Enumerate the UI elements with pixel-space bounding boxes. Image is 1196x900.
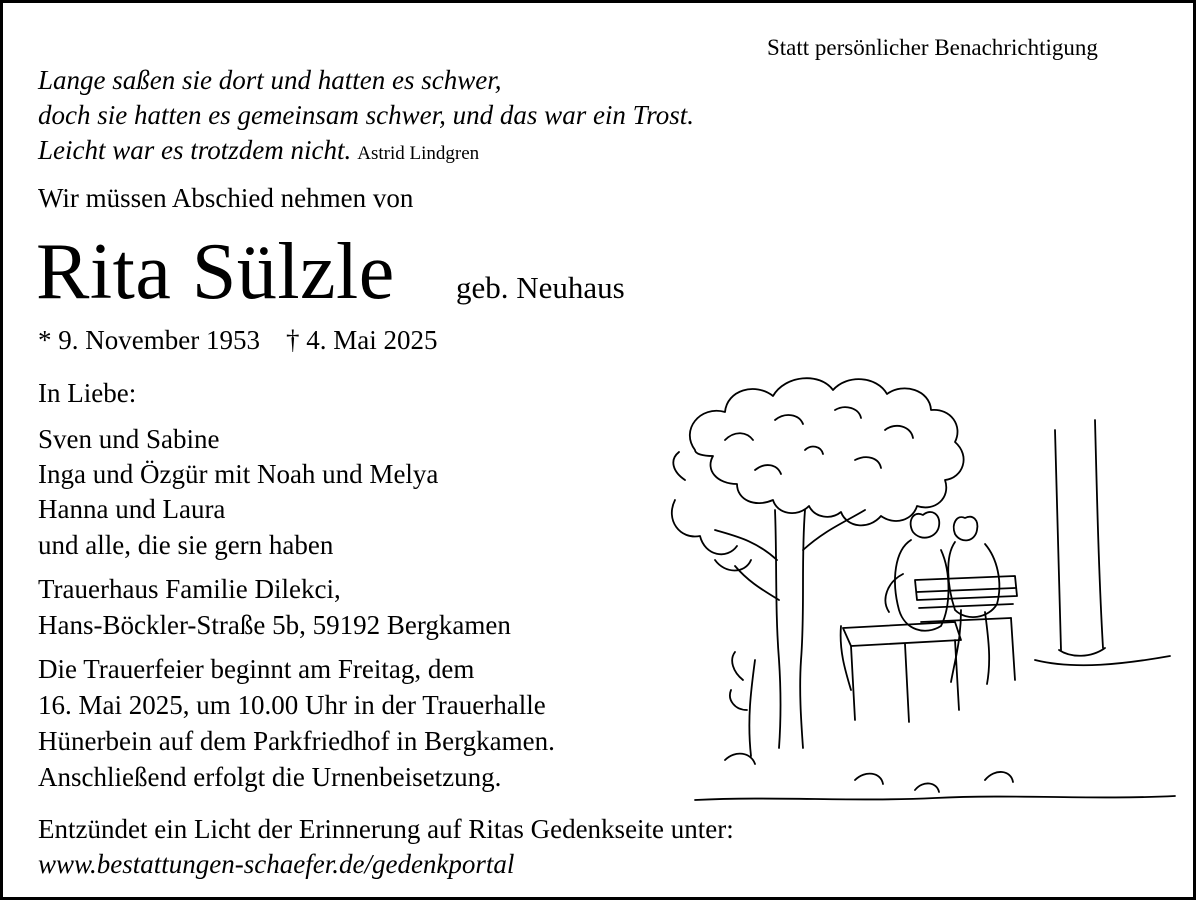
ceremony-line-4: Anschließend erfolgt die Urnenbeisetzung. [38, 762, 502, 792]
ground-line [695, 796, 1175, 800]
birth-date: * 9. November 1953 [38, 325, 260, 355]
ceremony-line-3: Hünerbein auf dem Parkfriedhof in Bergkamen. [38, 726, 555, 756]
deceased-name: Rita Sülzle [36, 228, 395, 316]
bench-seat [843, 622, 961, 646]
ceremony-line-2: 16. Mai 2025, um 10.00 Uhr in der Trauerhalle [38, 690, 546, 720]
address-line-1: Trauerhaus Familie Dilekci, [38, 574, 341, 604]
mourner-line-2: Inga und Özgür mit Noah und Melya [38, 459, 439, 489]
maiden-name: geb. Neuhaus [456, 270, 625, 305]
tree-branches [715, 510, 865, 600]
ground-shadow [1035, 656, 1170, 665]
tree-trunk-left [775, 510, 781, 748]
quote-line-3 [38, 137, 479, 164]
quote-line-2: doch sie hatten es gemeinsam schwer, und das war ein Trost. [38, 100, 694, 130]
death-date: † 4. Mai 2025 [285, 325, 438, 355]
life-dates [38, 327, 437, 354]
quote-line-1: Lange saßen sie dort und hatten es schwer, [38, 65, 502, 95]
person-right-head [954, 517, 978, 541]
plants-left [725, 652, 755, 764]
memorial-text: Entzündet ein Licht der Erinnerung auf Ritas Gedenkseite unter: [38, 814, 734, 844]
quote-line-3-text: Leicht war es trotzdem nicht. [38, 135, 352, 165]
tree-bench-couple-sketch-icon [655, 360, 1190, 815]
intro-text: Wir müssen Abschied nehmen von [38, 183, 414, 213]
address-line-2: Hans-Böckler-Straße 5b, 59192 Bergkamen [38, 610, 511, 640]
mourner-line-1: Sven und Sabine [38, 424, 220, 454]
plants-right [855, 772, 1013, 792]
lamp-post-base [1059, 648, 1105, 656]
memorial-url[interactable]: www.bestattungen-schaefer.de/gedenkportal [38, 849, 515, 879]
lamp-post-right [1095, 420, 1103, 648]
mourner-line-4: und alle, die sie gern haben [38, 530, 334, 560]
quote-author: Astrid Lindgren [357, 143, 480, 164]
tree-canopy-outline [690, 378, 964, 525]
tree-canopy-texture [725, 407, 913, 474]
mourner-line-3: Hanna und Laura [38, 494, 226, 524]
bench-legs [851, 618, 1015, 722]
tree-trunk-right [800, 510, 805, 748]
mourners-heading: In Liebe: [38, 378, 137, 408]
person-left-arm [885, 574, 903, 612]
lamp-post-left [1055, 430, 1061, 650]
person-left-body [895, 540, 949, 631]
ceremony-line-1: Die Trauerfeier beginnt am Freitag, dem [38, 654, 475, 684]
header-note: Statt persönlicher Benachrichtigung [767, 35, 1098, 60]
person-left-head [911, 512, 940, 538]
